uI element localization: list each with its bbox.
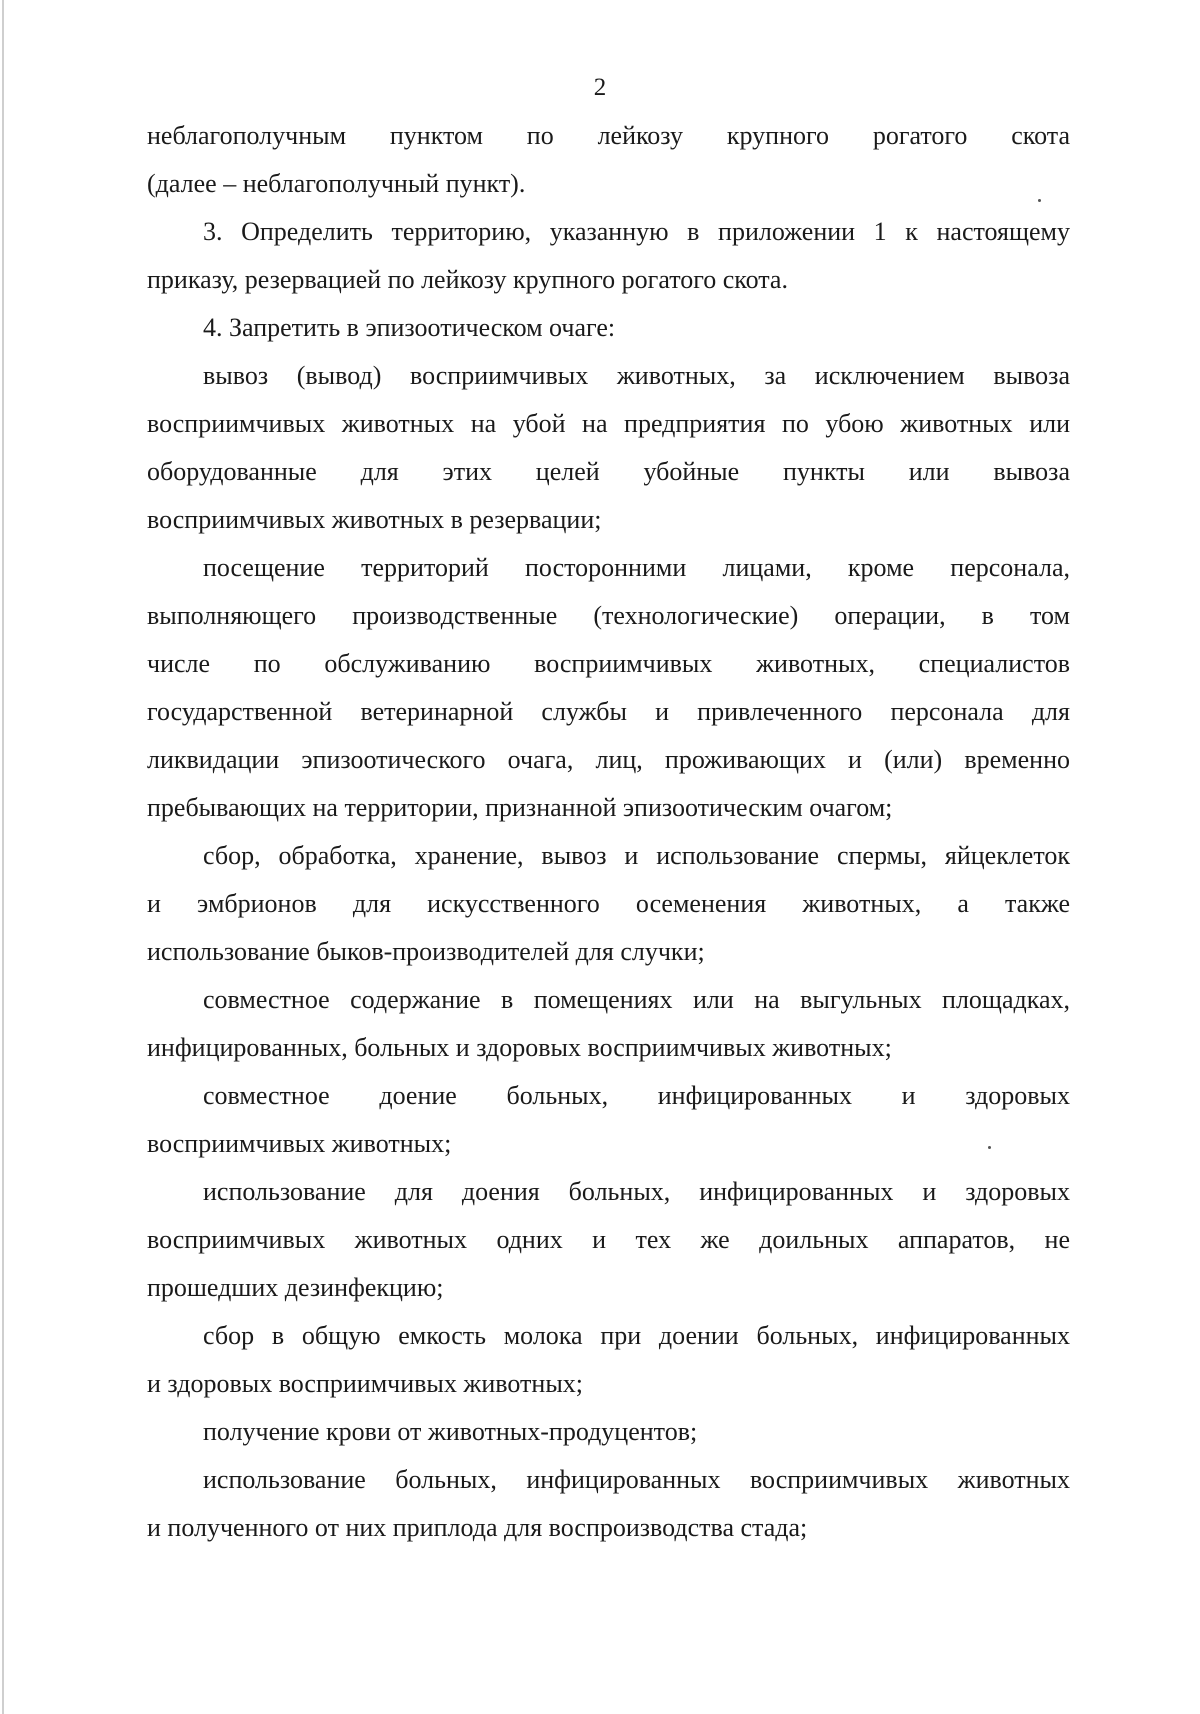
text-line: приказу, резервацией по лейкозу крупного рогатого скота. <box>147 265 788 294</box>
text-line: восприимчивых животных на убой на предприятия по убою животных или <box>147 409 1070 438</box>
text-line: использование для доения больных, инфицированных и здоровых <box>203 1177 1070 1206</box>
text-line: и полученного от них приплода для воспроизводства стада; <box>147 1513 808 1542</box>
text-line: посещение территорий посторонними лицами, кроме персонала, <box>203 553 1070 582</box>
scan-left-edge <box>2 0 4 1714</box>
text-line: ликвидации эпизоотического очага, лиц, проживающих и (или) временно <box>147 745 1070 774</box>
text-line: использование быков-производителей для случки; <box>147 937 705 966</box>
document-body <box>147 112 1070 1552</box>
text-line: прошедших дезинфекцию; <box>147 1273 444 1302</box>
text-line: получение крови от животных-продуцентов; <box>203 1417 698 1446</box>
text-line: инфицированных, больных и здоровых восприимчивых животных; <box>147 1033 892 1062</box>
text-line: (далее – неблагополучный пункт). <box>147 169 526 198</box>
text-line: использование больных, инфицированных восприимчивых животных <box>203 1465 1070 1494</box>
text-line: выполняющего производственные (технологические) операции, в том <box>147 601 1070 630</box>
text-line: совместное доение больных, инфицированных и здоровых <box>203 1081 1070 1110</box>
text-line: восприимчивых животных в резервации; <box>147 505 602 534</box>
text-line: 4. Запретить в эпизоотическом очаге: <box>203 313 616 342</box>
text-line: восприимчивых животных одних и тех же доильных аппаратов, не <box>147 1225 1070 1254</box>
text-line: оборудованные для этих целей убойные пункты или вывоза <box>147 457 1070 486</box>
text-line: сбор в общую емкость молока при доении больных, инфицированных <box>203 1321 1070 1350</box>
text-line: совместное содержание в помещениях или на выгульных площадках, <box>203 985 1070 1014</box>
text-line: государственной ветеринарной службы и привлеченного персонала для <box>147 697 1070 726</box>
text-line: сбор, обработка, хранение, вывоз и использование спермы, яйцеклеток <box>203 841 1070 870</box>
text-line: и здоровых восприимчивых животных; <box>147 1369 584 1398</box>
page-number: 2 <box>593 74 607 101</box>
text-line: неблагополучным пунктом по лейкозу крупного рогатого скота <box>147 121 1070 150</box>
text-line: 3. Определить территорию, указанную в приложении 1 к настоящему <box>203 217 1070 246</box>
text-line: и эмбрионов для искусственного осеменения животных, а также <box>147 889 1070 918</box>
text-line: восприимчивых животных; <box>147 1129 452 1158</box>
text-line: числе по обслуживанию восприимчивых животных, специалистов <box>147 649 1070 678</box>
text-line: пребывающих на территории, признанной эпизоотическим очагом; <box>147 793 893 822</box>
text-line: вывоз (вывод) восприимчивых животных, за исключением вывоза <box>203 361 1070 390</box>
